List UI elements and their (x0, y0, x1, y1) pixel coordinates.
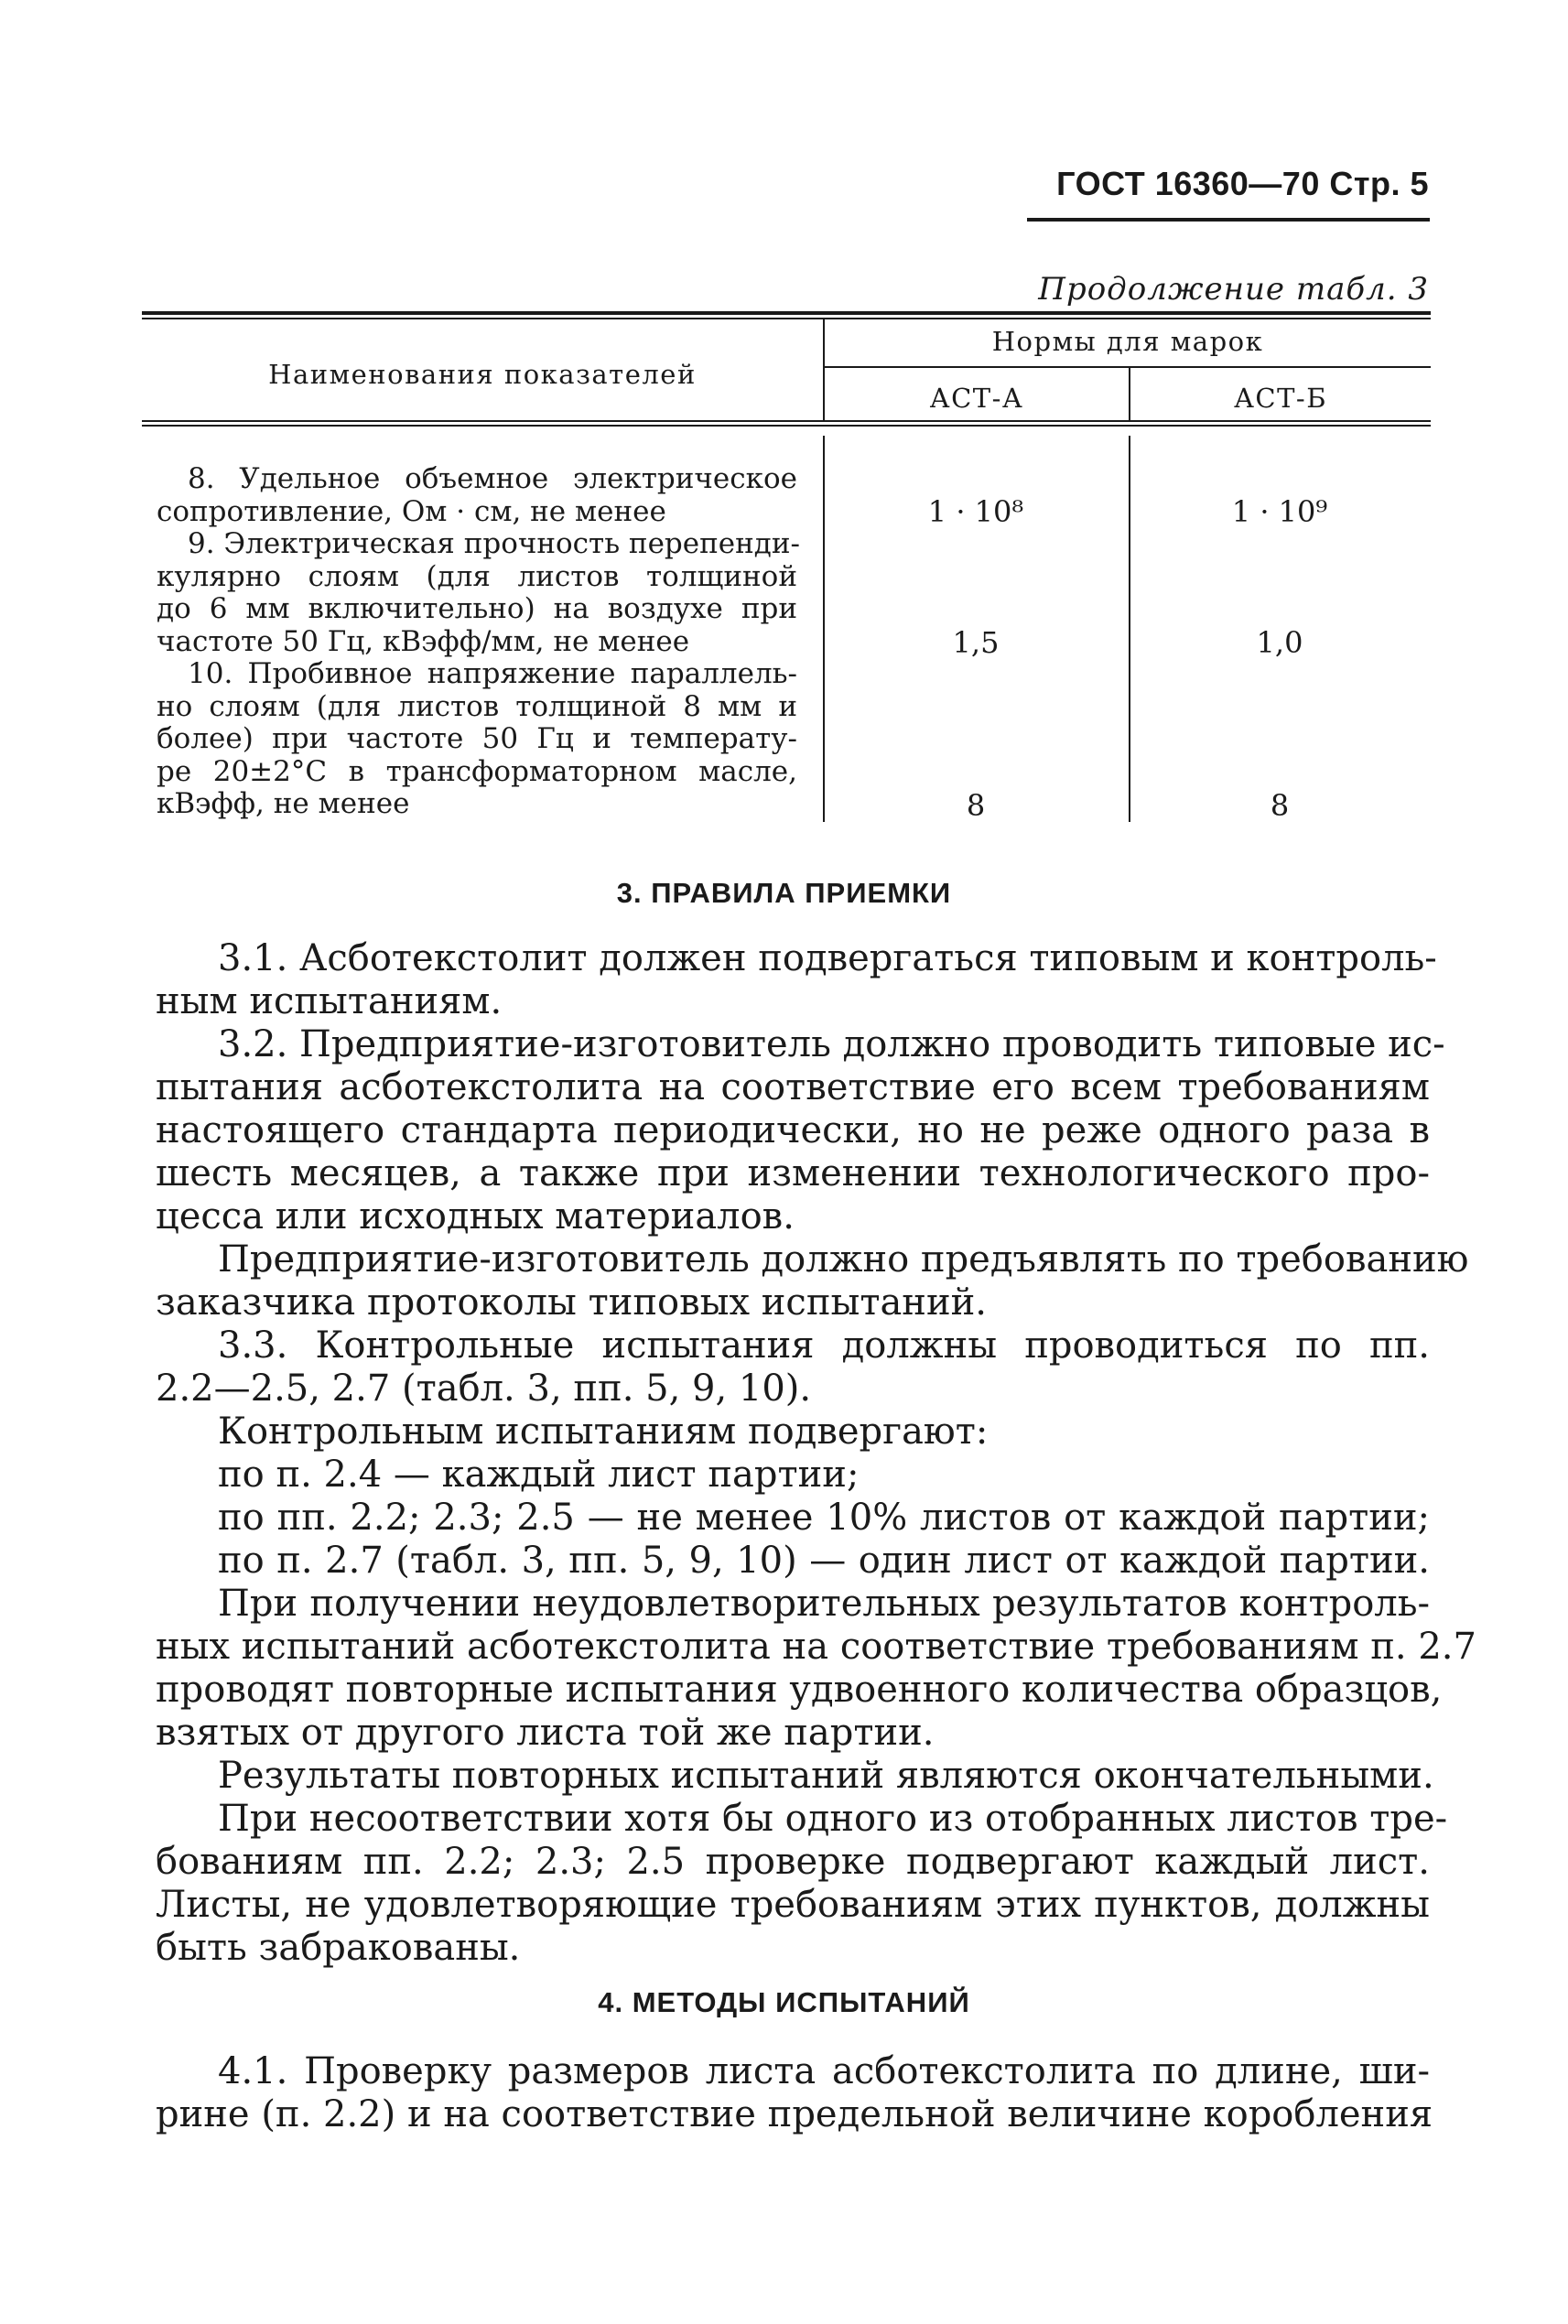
header-norms-rule (825, 366, 1431, 368)
s3-line: 3.1. Асботекстолит должен подвергаться типовым и контроль- (218, 937, 1437, 979)
s3-line: пытания асботекстолита на соответствие его всем требованиям (156, 1066, 1430, 1108)
section-3-body (156, 937, 1476, 1970)
row9-line4: частоте 50 Гц, кВэфф/мм, не менее (157, 624, 690, 658)
row10-value-ast-a: 8 (966, 788, 986, 823)
s3-line: взятых от другого листа той же партии. (156, 1712, 935, 1754)
s3-line: по п. 2.7 (табл. 3, пп. 5, 9, 10) — один лист от каждой партии. (218, 1540, 1430, 1582)
s3-line: При несоответствии хотя бы одного из отобранных листов тре- (218, 1798, 1448, 1840)
row9-line3: до 6 мм включительно) на воздухе при (157, 592, 797, 625)
s3-line: Листы, не удовлетворяющие требованиям этих пунктов, должны (156, 1884, 1430, 1926)
s3-line: При получении неудовлетворительных результатов контроль- (218, 1583, 1430, 1625)
s3-line: бованиям пп. 2.2; 2.3; 2.5 проверке подвергают каждый лист. (156, 1841, 1430, 1883)
s3-line: 3.3. Контрольные испытания должны проводиться по пп. (218, 1324, 1430, 1367)
s3-line: Предприятие-изготовитель должно предъявлять по требованию (218, 1238, 1469, 1281)
table-top-rule (142, 311, 1431, 315)
row8-line1: 8. Удельное объемное электрическое (188, 462, 797, 495)
s3-line: настоящего стандарта периодически, но не реже одного раза в (156, 1109, 1430, 1151)
row10-line5: кВэфф, не менее (157, 787, 410, 820)
column-header-name: Наименования показателей (268, 359, 697, 390)
s4-line: 4.1. Проверку размеров листа асботекстолита по длине, ши- (218, 2050, 1430, 2092)
header-bottom-rule (142, 420, 1431, 422)
s3-line: цесса или исходных материалов. (156, 1195, 795, 1238)
s3-line: по п. 2.4 — каждый лист партии; (218, 1454, 860, 1496)
row8-value-ast-a: 1 · 10⁸ (927, 494, 1024, 529)
s3-line: 3.2. Предприятие-изготовитель должно проводить типовые ис- (218, 1023, 1445, 1065)
row9-value-ast-a: 1,5 (952, 625, 1000, 660)
row9-value-ast-b: 1,0 (1256, 625, 1303, 660)
table-top-rule-2 (142, 318, 1431, 319)
table-row-8 (157, 463, 797, 528)
body-grade-divider (1129, 436, 1130, 822)
s3-line: Контрольным испытаниям подвергают: (218, 1411, 989, 1453)
s3-line: проводят повторные испытания удвоенного количества образцов, (156, 1669, 1443, 1711)
norms-table (142, 311, 1431, 822)
s3-line: 2.2—2.5, 2.7 (табл. 3, пп. 5, 9, 10). (156, 1367, 812, 1410)
grade-header-ast-b: АСТ-Б (1233, 383, 1328, 414)
page-header: ГОСТ 16360—70 Стр. 5 (1056, 165, 1429, 202)
table-row-9 (157, 527, 801, 658)
section-4-body (156, 2050, 1433, 2136)
s3-line: шесть месяцев, а также при изменении технологического про- (156, 1152, 1430, 1194)
row10-line2: но слоям (для листов толщиной 8 мм и (157, 689, 797, 723)
grade-header-ast-a: АСТ-А (929, 383, 1024, 414)
row9-line2: кулярно слоям (для листов толщиной (157, 559, 797, 593)
row10-line3: более) при частоте 50 Гц и температу- (157, 722, 797, 755)
row8-value-ast-b: 1 · 10⁹ (1231, 494, 1328, 529)
table-continuation-label: Продолжение табл. 3 (1038, 271, 1429, 308)
row9-line1: 9. Электрическая прочность перепенди- (188, 527, 801, 560)
section-3-title: 3. ПРАВИЛА ПРИЕМКИ (616, 877, 952, 909)
s3-line: ных испытаний асботекстолита на соответствие требованиям п. 2.7 (156, 1626, 1476, 1668)
s4-line: рине (п. 2.2) и на соответствие предельной величине коробления (156, 2093, 1433, 2135)
row8-line2: сопротивление, Ом · см, не менее (157, 494, 666, 528)
body-col-divider (823, 436, 825, 822)
row10-value-ast-b: 8 (1270, 788, 1290, 823)
header-rule (1027, 218, 1430, 222)
s3-line: Результаты повторных испытаний являются окончательными. (218, 1755, 1434, 1797)
section-4-title: 4. МЕТОДЫ ИСПЫТАНИЙ (598, 1986, 970, 2018)
s3-line: быть забракованы. (156, 1927, 521, 1969)
row10-line1: 10. Пробивное напряжение параллель- (188, 657, 797, 690)
column-header-norms: Нормы для марок (991, 326, 1264, 357)
s3-line: заказчика протоколы типовых испытаний. (156, 1281, 987, 1324)
row10-line4: ре 20±2°С в трансформаторном масле, (157, 754, 797, 788)
table-row-10 (157, 658, 797, 821)
header-bottom-rule-2 (142, 425, 1431, 427)
s3-line: ным испытаниям. (156, 980, 503, 1022)
s3-line: по пп. 2.2; 2.3; 2.5 — не менее 10% листов от каждой партии; (218, 1497, 1430, 1539)
